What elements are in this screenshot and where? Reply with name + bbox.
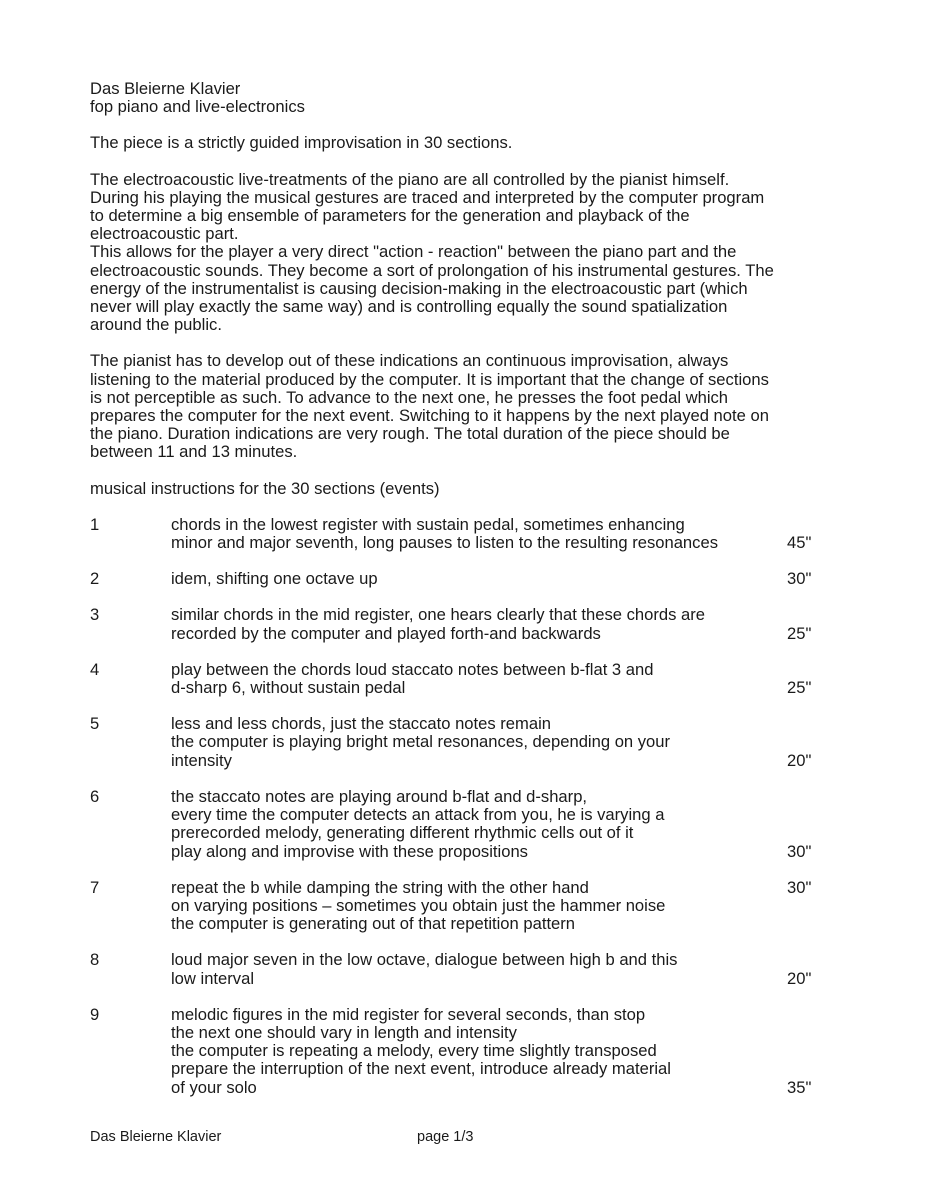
section-text bbox=[171, 570, 781, 588]
section-duration: 30" bbox=[787, 877, 812, 897]
page-footer bbox=[90, 1129, 850, 1145]
section-duration: 30" bbox=[787, 841, 812, 861]
section-line: the computer is playing bright metal resonances, depending on your bbox=[171, 732, 671, 752]
section-text bbox=[171, 788, 781, 861]
section-text bbox=[171, 1006, 781, 1097]
section-item bbox=[90, 1006, 850, 1097]
section-text bbox=[171, 879, 781, 934]
section-number: 3 bbox=[90, 605, 100, 625]
paragraph-line: to determine a big ensemble of parameters for the generation and playback of the bbox=[90, 206, 690, 226]
paragraph-line: energy of the instrumentalist is causing decision-making in the electroacoustic part (which bbox=[90, 278, 748, 298]
section-line: recorded by the computer and played forth-and backwards bbox=[171, 623, 601, 643]
section-duration: 25" bbox=[787, 678, 812, 698]
section-duration: 20" bbox=[787, 968, 812, 988]
paragraph-line: This allows for the player a very direct "action - reaction" between the piano part and the bbox=[90, 242, 737, 262]
instructions-heading: musical instructions for the 30 sections (events) bbox=[90, 478, 440, 498]
document-title: Das Bleierne Klavier bbox=[90, 79, 241, 98]
sections-list bbox=[90, 516, 850, 1097]
section-item bbox=[90, 570, 850, 588]
section-duration: 35" bbox=[787, 1077, 812, 1097]
paragraph-line: The electroacoustic live-treatments of the piano are all controlled by the pianist himself. bbox=[90, 169, 730, 189]
section-number: 5 bbox=[90, 714, 100, 734]
section-duration: 30" bbox=[787, 569, 812, 589]
section-line: the computer is repeating a melody, every time slightly transposed bbox=[171, 1041, 657, 1061]
paragraph-line: During his playing the musical gestures are traced and interpreted by the computer program bbox=[90, 187, 765, 207]
section-item bbox=[90, 606, 850, 642]
paragraph-line: electroacoustic part. bbox=[90, 224, 239, 244]
section-number: 2 bbox=[90, 569, 100, 589]
paragraph-line: is not perceptible as such. To advance to the next one, he presses the foot pedal which bbox=[90, 387, 729, 407]
section-line: less and less chords, just the staccato notes remain bbox=[171, 714, 552, 734]
description-paragraph bbox=[90, 171, 850, 335]
section-line: the computer is generating out of that repetition pattern bbox=[171, 914, 576, 934]
section-number: 7 bbox=[90, 877, 100, 897]
section-line: prepare the interruption of the next event, introduce already material bbox=[171, 1059, 671, 1079]
section-item bbox=[90, 951, 850, 987]
section-line: idem, shifting one octave up bbox=[171, 569, 378, 589]
section-line: d-sharp 6, without sustain pedal bbox=[171, 678, 406, 698]
section-line: similar chords in the mid register, one hears clearly that these chords are bbox=[171, 605, 706, 625]
section-text bbox=[171, 661, 781, 697]
paragraph-line: listening to the material produced by the computer. It is important that the change of sections bbox=[90, 369, 769, 389]
section-line: play along and improvise with these propositions bbox=[171, 841, 528, 861]
section-line: low interval bbox=[171, 968, 255, 988]
intro-paragraph: The piece is a strictly guided improvisation in 30 sections. bbox=[90, 133, 513, 153]
paragraph-line: the piano. Duration indications are very rough. The total duration of the piece should be bbox=[90, 424, 730, 444]
title-block bbox=[90, 80, 850, 116]
section-text bbox=[171, 606, 781, 642]
section-duration: 20" bbox=[787, 750, 812, 770]
section-line: loud major seven in the low octave, dialogue between high b and this bbox=[171, 950, 678, 970]
section-duration: 45" bbox=[787, 533, 812, 553]
paragraph-line: between 11 and 13 minutes. bbox=[90, 442, 298, 462]
section-line: repeat the b while damping the string with the other hand bbox=[171, 877, 589, 897]
section-line: of your solo bbox=[171, 1077, 257, 1097]
section-item bbox=[90, 715, 850, 770]
section-number: 9 bbox=[90, 1004, 100, 1024]
paragraph-line: never will play exactly the same way) and is controlling equally the sound spatialization bbox=[90, 297, 728, 317]
section-line: play between the chords loud staccato notes between b-flat 3 and bbox=[171, 659, 654, 679]
section-line: chords in the lowest register with sustain pedal, sometimes enhancing bbox=[171, 514, 685, 534]
section-item bbox=[90, 661, 850, 697]
section-line: melodic figures in the mid register for several seconds, than stop bbox=[171, 1004, 646, 1024]
section-duration: 25" bbox=[787, 623, 812, 643]
performance-paragraph bbox=[90, 352, 850, 461]
section-line: intensity bbox=[171, 750, 232, 770]
section-line: the staccato notes are playing around b-flat and d-sharp, bbox=[171, 786, 588, 806]
section-line: the next one should vary in length and intensity bbox=[171, 1022, 517, 1042]
page-number: page 1/3 bbox=[417, 1129, 474, 1145]
section-number: 1 bbox=[90, 514, 100, 534]
document-subtitle: fop piano and live-electronics bbox=[90, 97, 305, 117]
document-page bbox=[90, 80, 850, 1115]
section-text bbox=[171, 715, 781, 770]
section-item bbox=[90, 516, 850, 552]
section-number: 4 bbox=[90, 659, 100, 679]
section-line: on varying positions – sometimes you obtain just the hammer noise bbox=[171, 895, 666, 915]
section-item bbox=[90, 788, 850, 861]
paragraph-line: prepares the computer for the next event. Switching to it happens by the next played note on bbox=[90, 406, 769, 426]
paragraph-line: electroacoustic sounds. They become a sort of prolongation of his instrumental gestures. The bbox=[90, 260, 774, 280]
paragraph-line: around the public. bbox=[90, 315, 222, 335]
section-line: every time the computer detects an attack from you, he is varying a bbox=[171, 805, 665, 825]
section-line: minor and major seventh, long pauses to listen to the resulting resonances bbox=[171, 533, 718, 553]
section-text bbox=[171, 951, 781, 987]
section-item bbox=[90, 879, 850, 934]
section-text bbox=[171, 516, 781, 552]
section-number: 8 bbox=[90, 950, 100, 970]
footer-title: Das Bleierne Klavier bbox=[90, 1129, 222, 1145]
paragraph-line: The pianist has to develop out of these indications an continuous improvisation, always bbox=[90, 351, 729, 371]
section-line: prerecorded melody, generating different rhythmic cells out of it bbox=[171, 823, 634, 843]
section-number: 6 bbox=[90, 786, 100, 806]
